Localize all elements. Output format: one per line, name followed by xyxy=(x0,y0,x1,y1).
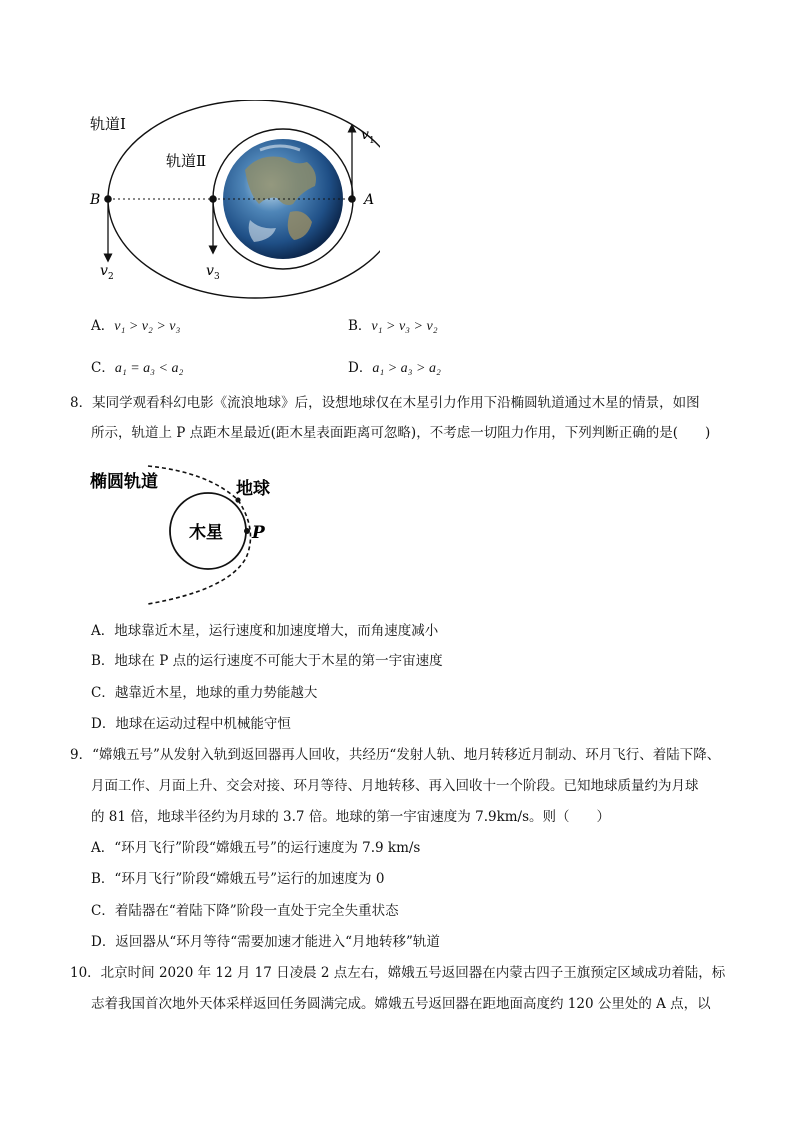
q7-option-d: D．a₁ > a₃ > a₂ xyxy=(348,360,441,376)
q8-option-b: B．地球在 P 点的运行速度不可能大于木星的第一宇宙速度 xyxy=(91,653,443,669)
orbit-figure xyxy=(80,100,380,300)
svg-text:v: v xyxy=(361,127,369,143)
v3-label xyxy=(206,263,220,282)
p-label: P xyxy=(252,523,265,543)
svg-text:v: v xyxy=(206,263,214,279)
jupiter-label: 木星 xyxy=(189,523,223,543)
q9-stem-line3: 的 81 倍，地球半径约为月球的 3.7 倍。地球的第一宇宙速度为 7.9km/s。则（ ） xyxy=(91,809,611,825)
svg-text:3: 3 xyxy=(214,272,220,282)
q9-option-b: B．“环月飞行”阶段“嫦娥五号”运行的加速度为 0 xyxy=(91,871,385,887)
q9-option-c: C．着陆器在“着陆下降”阶段一直处于完全失重状态 xyxy=(91,903,399,919)
q8-option-d: D．地球在运动过程中机械能守恒 xyxy=(91,716,291,732)
q9-option-d: D．返回器从“环月等待“需要加速才能进入“月地转移”轨道 xyxy=(91,934,440,950)
q8-option-c: C．越靠近木星，地球的重力势能越大 xyxy=(91,685,318,701)
q10-stem-line2: 志着我国首次地外天体采样返回任务圆满完成。嫦娥五号返回器在距地面高度约 120 公里处的 A 点，以 xyxy=(91,996,711,1012)
q9-option-a: A．“环月飞行”阶段“嫦娥五号”的运行速度为 7.9 km/s xyxy=(91,840,421,856)
q8-option-a: A．地球靠近木星，运行速度和加速度增大，而角速度减小 xyxy=(91,623,439,639)
q9-stem-line1: 9．“嫦娥五号”从发射入轨到返回器再人回收，共经历“发射人轨、地月转移近月制动、环月飞行、着陆下降、 xyxy=(70,747,721,763)
v1-label xyxy=(361,127,375,146)
q7-option-b: B．v₁ > v₃ > v₂ xyxy=(348,318,438,334)
orbit-1-label: 轨道Ⅰ xyxy=(90,115,126,133)
v2-label xyxy=(100,263,114,282)
point-b-label: B xyxy=(90,192,101,208)
q8-stem-line1: 8．某同学观看科幻电影《流浪地球》后，设想地球仅在木星引力作用下沿椭圆轨道通过木星的情景，如图 xyxy=(70,395,700,411)
q7-option-c: C．a₁ = a₃ < a₂ xyxy=(91,360,184,376)
svg-text:v: v xyxy=(100,263,108,279)
point-a-label: A xyxy=(364,192,375,208)
elliptical-orbit-label: 椭圆轨道 xyxy=(90,472,158,492)
jupiter-orbit-figure xyxy=(88,460,308,610)
p-point-dot xyxy=(244,528,250,534)
q10-stem-line1: 10．北京时间 2020 年 12 月 17 日凌晨 2 点左右，嫦娥五号返回器在内蒙古四子王旗预定区域成功着陆，标 xyxy=(70,965,726,981)
svg-text:1: 1 xyxy=(369,136,375,146)
q8-stem-line2: 所示，轨道上 P 点距木星最近(距木星表面距离可忽略)，不考虑一切阻力作用，下列判断正确的是( ) xyxy=(91,425,711,441)
svg-text:2: 2 xyxy=(108,272,114,282)
q7-option-a: A．v₁ > v₂ > v₃ xyxy=(91,318,181,334)
orbit-2-label: 轨道Ⅱ xyxy=(166,152,207,170)
q9-stem-line2: 月面工作、月面上升、交会对接、环月等待、月地转移、再入回收十一个阶段。已知地球质量约为月球 xyxy=(91,778,699,794)
earth-label: 地球 xyxy=(236,479,270,499)
